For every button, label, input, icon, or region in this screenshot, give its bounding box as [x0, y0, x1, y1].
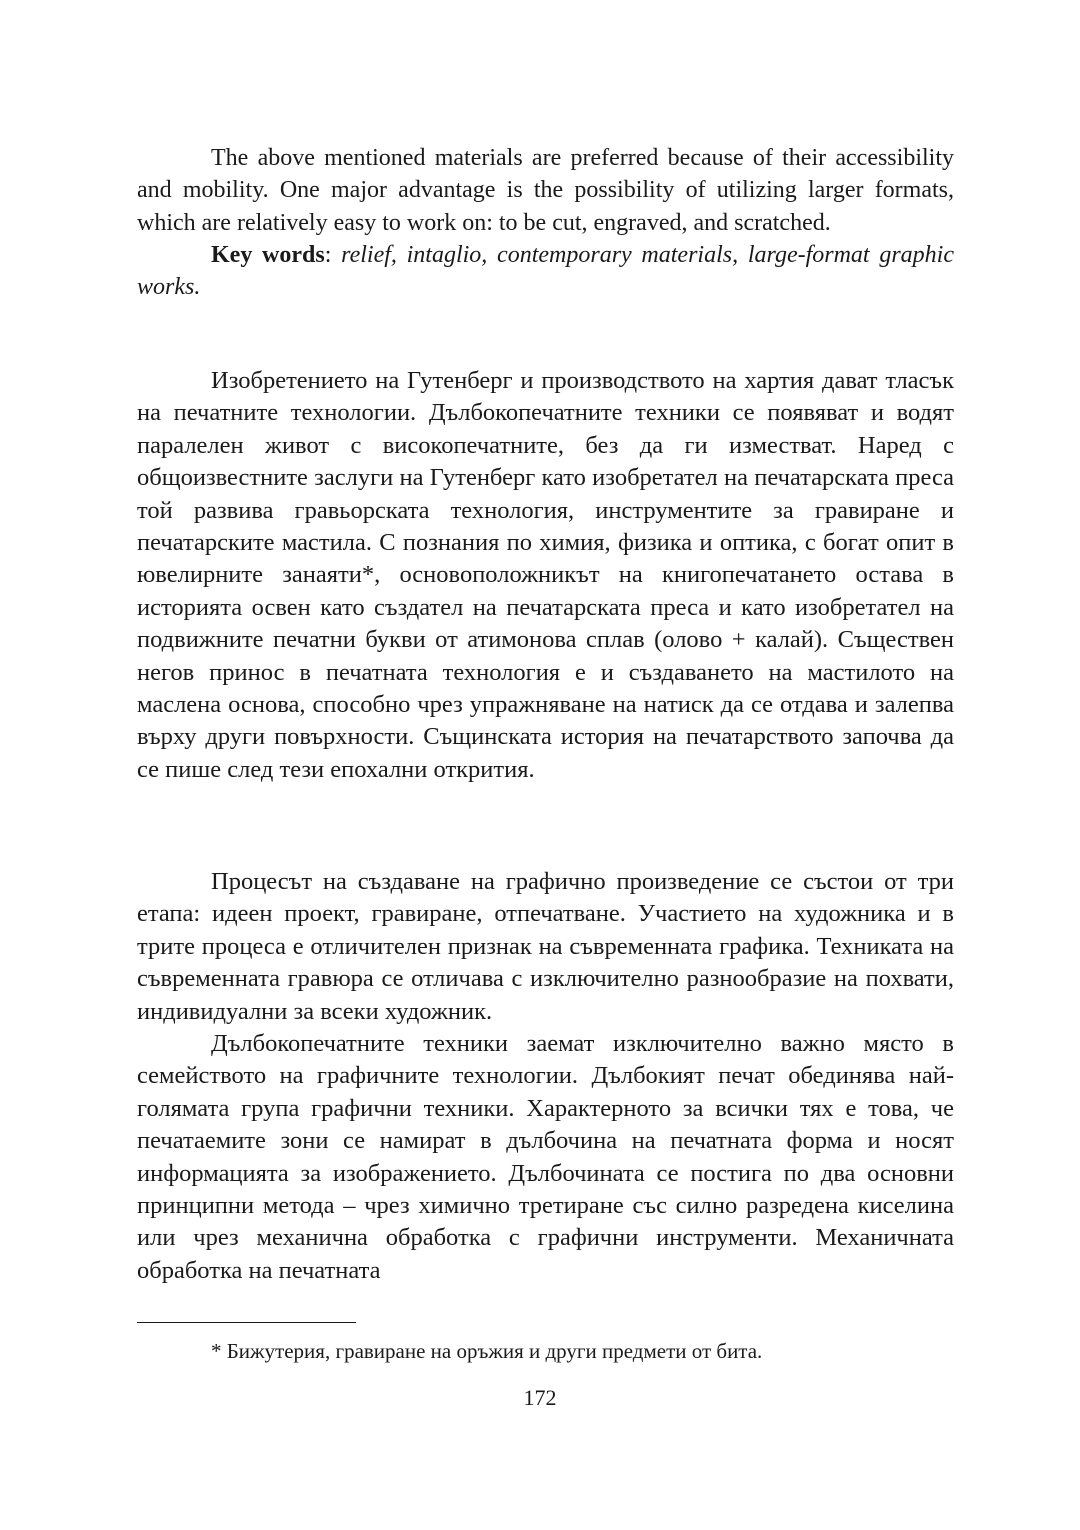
keywords-label: Key words [211, 241, 325, 268]
page-number: 172 [523, 1385, 557, 1410]
abstract-paragraph: The above mentioned materials are preferred because of their accessibility and mobility. One major advantage is the possibility of utilizing larger formats, which are relatively easy to work on: to be cut, engraved, and scratched. [137, 145, 954, 236]
footnote: * Бижутерия, гравиране на оръжия и други предмети от бита. [211, 1339, 763, 1363]
body-paragraph-2: Процесът на създаване на графично произведение се състои от три етапа: идеен проект, гравиране, отпечатване. Участието на художника и в трите процеса е отличителен признак на съвременната графика. Техниката на съвременната гравюра се отличава с изключително разнообразие на похвати, индивидуални за всеки художник. [137, 868, 954, 1025]
body-section-2 [137, 866, 954, 1287]
body-paragraph-1: Изобретението на Гутенберг и производството на хартия дават тласък на печатните технологии. Дълбокопечатните техники се появяват и водят паралелен живот с високопечатните, без да ги изместват. Наред с общоизвестните заслуги на Гутенберг като изобретател на печатарската преса той развива гравьорската технология, инструментите за гравиране и печатарските мастила. С познания по химия, физика и оптика, с богат опит в ювелирните занаяти*, основоположникът на книгопечатането остава в историята освен като създател на печатарската преса и като изобретател на подвижните печатни букви от атимонова сплав (олово + калай). Съществен негов принос в печатната технология е и създаването на мастилото на маслена основа, способно чрез упражняване на натиск да се отдава и залепва върху други повърхности. Същинската история на печатарството започва да се пише след тези епохални открития. [137, 367, 954, 783]
body-section-1 [137, 365, 954, 786]
abstract-section [137, 142, 954, 303]
keywords-separator: : [324, 241, 342, 268]
keywords-text: relief, intaglio, contemporary materials, large-format graphic works. [137, 241, 954, 301]
body-paragraph-3: Дълбокопечатните техники заемат изключително важно място в семейството на графичните технологии. Дълбокият печат обединява най-голямата група графични техники. Характерното за всички тях е това, че печатаемите зони се намират в дълбочина на печатната форма и носят информацията за изображението. Дълбочината се постига по два основни принципни метода – чрез химично третиране със силно разредена киселина или чрез механична обработка с графични инструменти. Механичната обработка на печатната [137, 1030, 954, 1284]
keywords-line [137, 239, 954, 304]
footnote-divider [137, 1322, 356, 1323]
